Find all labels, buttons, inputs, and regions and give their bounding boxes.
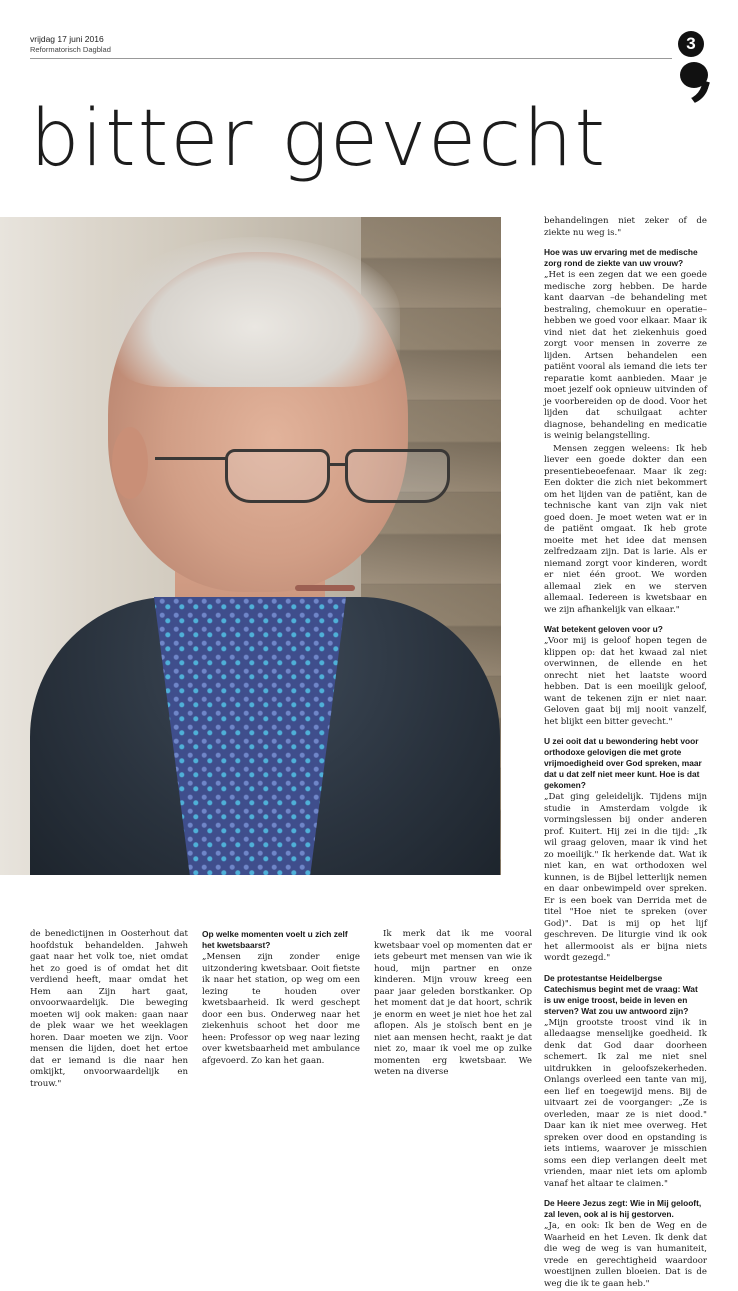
article-column-bottom-3 (374, 929, 532, 1080)
article-paragraph: „Dat ging geleidelijk. Tijdens mijn studie in Amsterdam volgde ik vormingslessen bij onder anderen prof. Kuitert. Hij zei in die tijd: „Ik wil graag geloven, maar ik vind het zo moeilijk." Ik herkende dat. Wat ik niet kan, en wat orthodoxen wel kunnen, is de Bijbel letterlijk nemen en daar onbewimpeld over spreken. Er is een boek van Derrida met de titel "Hoe niet te spreken (over God)". Dat is mij op het lijf geschreven. De liturgie vind ik ook het allermooist als er bijna niets wordt gezegd." (544, 792, 707, 963)
glasses-lens-right (345, 449, 450, 503)
article-paragraph: „Ja, en ook: Ik ben de Weg en de Waarheid en het Leven. Ik denk dat die weg de weg is van humaniteit, vrede en gerechtigheid waardoor woestijnen zullen bloeien. Dat is de weg die ik te gaan heb." (544, 1221, 707, 1289)
glasses-lens-left (225, 449, 330, 503)
interview-question: Op welke momenten voelt u zich zelf het kwetsbaarst? (202, 929, 348, 950)
hair (110, 237, 400, 387)
header-paper-name: Reformatorisch Dagblad (30, 45, 111, 54)
article-paragraph: behandelingen niet zeker of de ziekte nu weg is." (544, 216, 707, 238)
interview-question: Wat betekent geloven voor u? (544, 624, 663, 634)
article-column-bottom-1 (30, 929, 188, 1091)
article-paragraph: „Het is een zegen dat we een goede medische zorg hebben. De harde kant daarvan –de behandeling met bestraling, chemokuur en operatie– hebben we goed voor elkaar. Maar ik vind niet dat het ziekenhuis goed zorgt voor mensen in zoverre ze lijden. Artsen behandelen een patiënt vooral als iemand die iets ter reparatie komt aanbieden. Maar je moet jezelf ook opnieuw uitvinden of je voorbereiden op de dood. Voor het lijden dat schuilgaat achter diagnose, behandeling en medicatie is weinig belangstelling. (544, 270, 707, 441)
page-number-badge: 3 (678, 31, 704, 57)
interview-question: De protestantse Heidelbergse Catechismus begint met de vraag: Wat is uw enige troost, beide in leven en sterven? Wat zou uw antwoord zijn? (544, 972, 698, 1016)
header-rule (30, 58, 672, 59)
article-column-bottom-2 (202, 929, 360, 1068)
article-paragraph: „Mensen zijn zonder enige uitzondering kwetsbaar. Ooit fietste ik naar het station, op weg om een lezing te houden over kwetsbaarheid. Ik werd geschept door een bus. Onderweg naar het ziekenhuis schoot het door me heen: Professor op weg naar lezing over kwetsbaarheid met ambulance afgevoerd. Zo kan het gaan. (202, 952, 360, 1066)
article-paragraph: Mensen zeggen weleens: Ik heb liever een goede dokter dan een presentiebeoefenaar. Maar ik zeg: Een dokter die zich niet bekommert om het lijden van de patiënt, kan de technische kant van zijn vak niet goed doen. Je moet weten wat er in de patiënt omgaat. Ik heb grote moeite met het idee dat mensen zelfredzaam zijn. Dat is larie. Als er niemand zorgt voor kinderen, wordt er niet één groot. We worden allemaal ziek en we sterven allemaal. Iedereen is kwetsbaar en we zijn afhankelijk van elkaar." (544, 443, 707, 615)
portrait-photo (0, 217, 501, 875)
article-paragraph: „Voor mij is geloof hopen tegen de klippen op: dat het kwaad zal niet overwinnen, de ellende en het onrecht niet het laatste woord hebben. Dat is een moeilijk geloof, want de tekenen zijn er niet naar. Geloven gaat bij mij nooit vanzelf, het blijkt een bitter gevecht." (544, 636, 707, 727)
header-date: vrijdag 17 juni 2016 (30, 34, 104, 44)
article-paragraph: „Mijn grootste troost vind ik in alledaagse menselijke goedheid. Ik denk dat God daar doorheen schemert. Ik zal me niet snel uitdrukken in geloofszekerheden. Onlangs overleed een tante van mij, een lief en toegewijd mens. Bij de uitvaart zei de voorganger: „Ze is overleden, maar ze is niet dood." Daar kan ik niet mee overweg. Het spreken over dood en opstanding is iets intiems, waarover je misschien soms een diep verlangen deelt met vrienden, maar niet iets om aplomb vanaf het altaar te claimen." (544, 1017, 707, 1189)
glasses-arm (155, 457, 227, 460)
glasses (155, 449, 440, 509)
article-column-right (544, 216, 707, 1291)
interview-question: U zei ooit dat u bewondering hebt voor orthodoxe gelovigen die met grote vrijmoedigheid over God spreken, maar dat u dat zelf niet meer kunt. Hoe is dat gekomen? (544, 736, 702, 790)
ear (112, 427, 148, 499)
headline: bitter gevecht (30, 94, 608, 184)
article-paragraph: Ik merk dat ik me vooral kwetsbaar voel op momenten dat er iets gebeurt met mensen van wie ik houd, mijn partner en onze kinderen. Mijn vrouw kreeg een paar jaar geleden borstkanker. Op het moment dat je dat hoort, schrik je enorm en weet je niet hoe het zal aflopen. Als je stoïsch bent en je niet aan mensen hecht, raakt je dat niet zo, maar ik voel me op zulke momenten erg kwetsbaar. We weten na diverse (374, 929, 532, 1077)
interview-question: De Heere Jezus zegt: Wie in Mij gelooft, zal leven, ook al is hij gestorven. (544, 1198, 702, 1219)
mouth (295, 585, 355, 591)
interview-question: Hoe was uw ervaring met de medische zorg rond de ziekte van uw vrouw? (544, 247, 698, 268)
article-paragraph: de benedictijnen in Oosterhout dat hoofdstuk behandelden. Jahweh gaat naar het volk toe, niet omdat het zo goed is of omdat het dit verdiend heeft, maar omdat het Hem aan Zijn hart gaat, onvoorwaardelijk. Die beweging moeten wij ook maken: gaan naar de plek waar we het weeklagen horen. Daar moeten we zijn. Voor mensen die lijden, doet het ertoe dat er iemand is die naar hen omkijkt, onvoorwaardelijk en trouw." (30, 929, 188, 1089)
